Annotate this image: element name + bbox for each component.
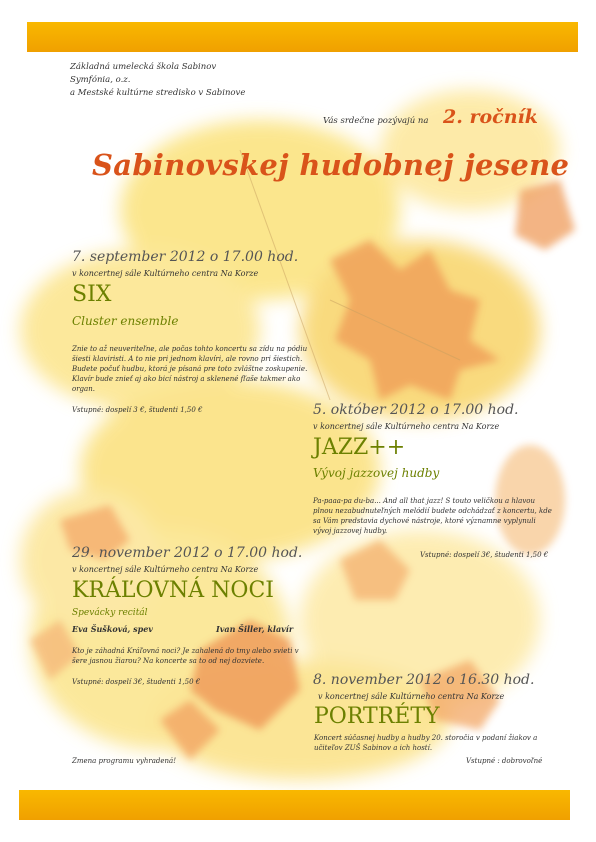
edition-label: 2. ročník [443, 106, 538, 128]
event-venue: v koncertnej sále Kultúrneho centra Na Korze [318, 692, 505, 701]
event-date: 29. november 2012 o 17.00 hod. [72, 545, 303, 561]
organizers [70, 61, 245, 100]
top-banner-bar [27, 22, 578, 52]
event-name: PORTRÉTY [314, 704, 440, 729]
event-description: Pa-paaa-pa du-ba... And all that jazz! S touto veličkou a hlavou plnou nezabudnuteľných melódií budete odchádzať z koncertu, kde sa Vám predstavia dychové nástroje, ktoré významne vyplynuli vývoj jazzovej hudby. [313, 497, 552, 535]
event-subtitle: Spevácky recitál [72, 608, 148, 618]
event-price: Vstupné: dospelí 3€, študenti 1,50 € [420, 551, 549, 559]
event-subtitle: Cluster ensemble [72, 314, 179, 328]
event-name: SIX [72, 282, 112, 307]
event-name: KRÁĽOVNÁ NOCI [72, 578, 274, 603]
event-date: 5. október 2012 o 17.00 hod. [313, 402, 519, 418]
program-change-note: Zmena programu vyhradená! [72, 757, 177, 765]
event-venue: v koncertnej sále Kultúrneho centra Na Korze [313, 422, 500, 431]
event-subtitle: Vývoj jazzovej hudby [313, 466, 440, 480]
invitation-text: Vás srdečne pozývajú na [323, 116, 429, 126]
event-date: 8. november 2012 o 16.30 hod. [313, 672, 535, 688]
organizer-line: Základná umelecká škola Sabinov [70, 62, 217, 72]
performer-piano: Ivan Šiller, klavír [216, 624, 294, 634]
festival-title: Sabinovskej hudobnej jesene [92, 148, 570, 182]
event-price: Vstupné: dospelí 3 €, študenti 1,50 € [72, 406, 203, 414]
event-name: JAZZ++ [313, 435, 406, 460]
bottom-banner-bar [19, 790, 570, 820]
event-description: Koncert súčasnej hudby a hudby 20. storočia v podaní žiakov a učiteľov ZUŠ Sabinov a ich hostí. [314, 734, 538, 752]
event-price: Vstupné : dobrovoľné [466, 757, 543, 765]
performer-vocals: Eva Šušková, spev [72, 624, 153, 634]
event-description: Kto je záhadná Kráľovná noci? Je zahalená do tmy alebo svieti v šere jasnou žiarou? Na koncerte sa to od nej dozviete. [72, 647, 299, 665]
event-description: Znie to až neuveriteľne, ale počas tohto koncertu sa zídu na pódiu šiesti klaviristi. A to nie pri jednom klavíri, ale rovno pri šiestich. Budete počuť hudbu, ktorá je písaná pre toto zvláštne zoskupenie. Klavír bude znieť aj ako bicí nástroj a sklenené fľaše takmer ako organ. [72, 345, 308, 393]
organizer-line: Symfónia, o.z. [70, 75, 131, 85]
event-venue: v koncertnej sále Kultúrneho centra Na Korze [72, 269, 259, 278]
organizer-line: a Mestské kultúrne stredisko v Sabinove [70, 88, 246, 98]
event-price: Vstupné: dospelí 3€, študenti 1,50 € [72, 678, 201, 686]
event-date: 7. september 2012 o 17.00 hod. [72, 249, 299, 265]
event-venue: v koncertnej sále Kultúrneho centra Na Korze [72, 565, 259, 574]
